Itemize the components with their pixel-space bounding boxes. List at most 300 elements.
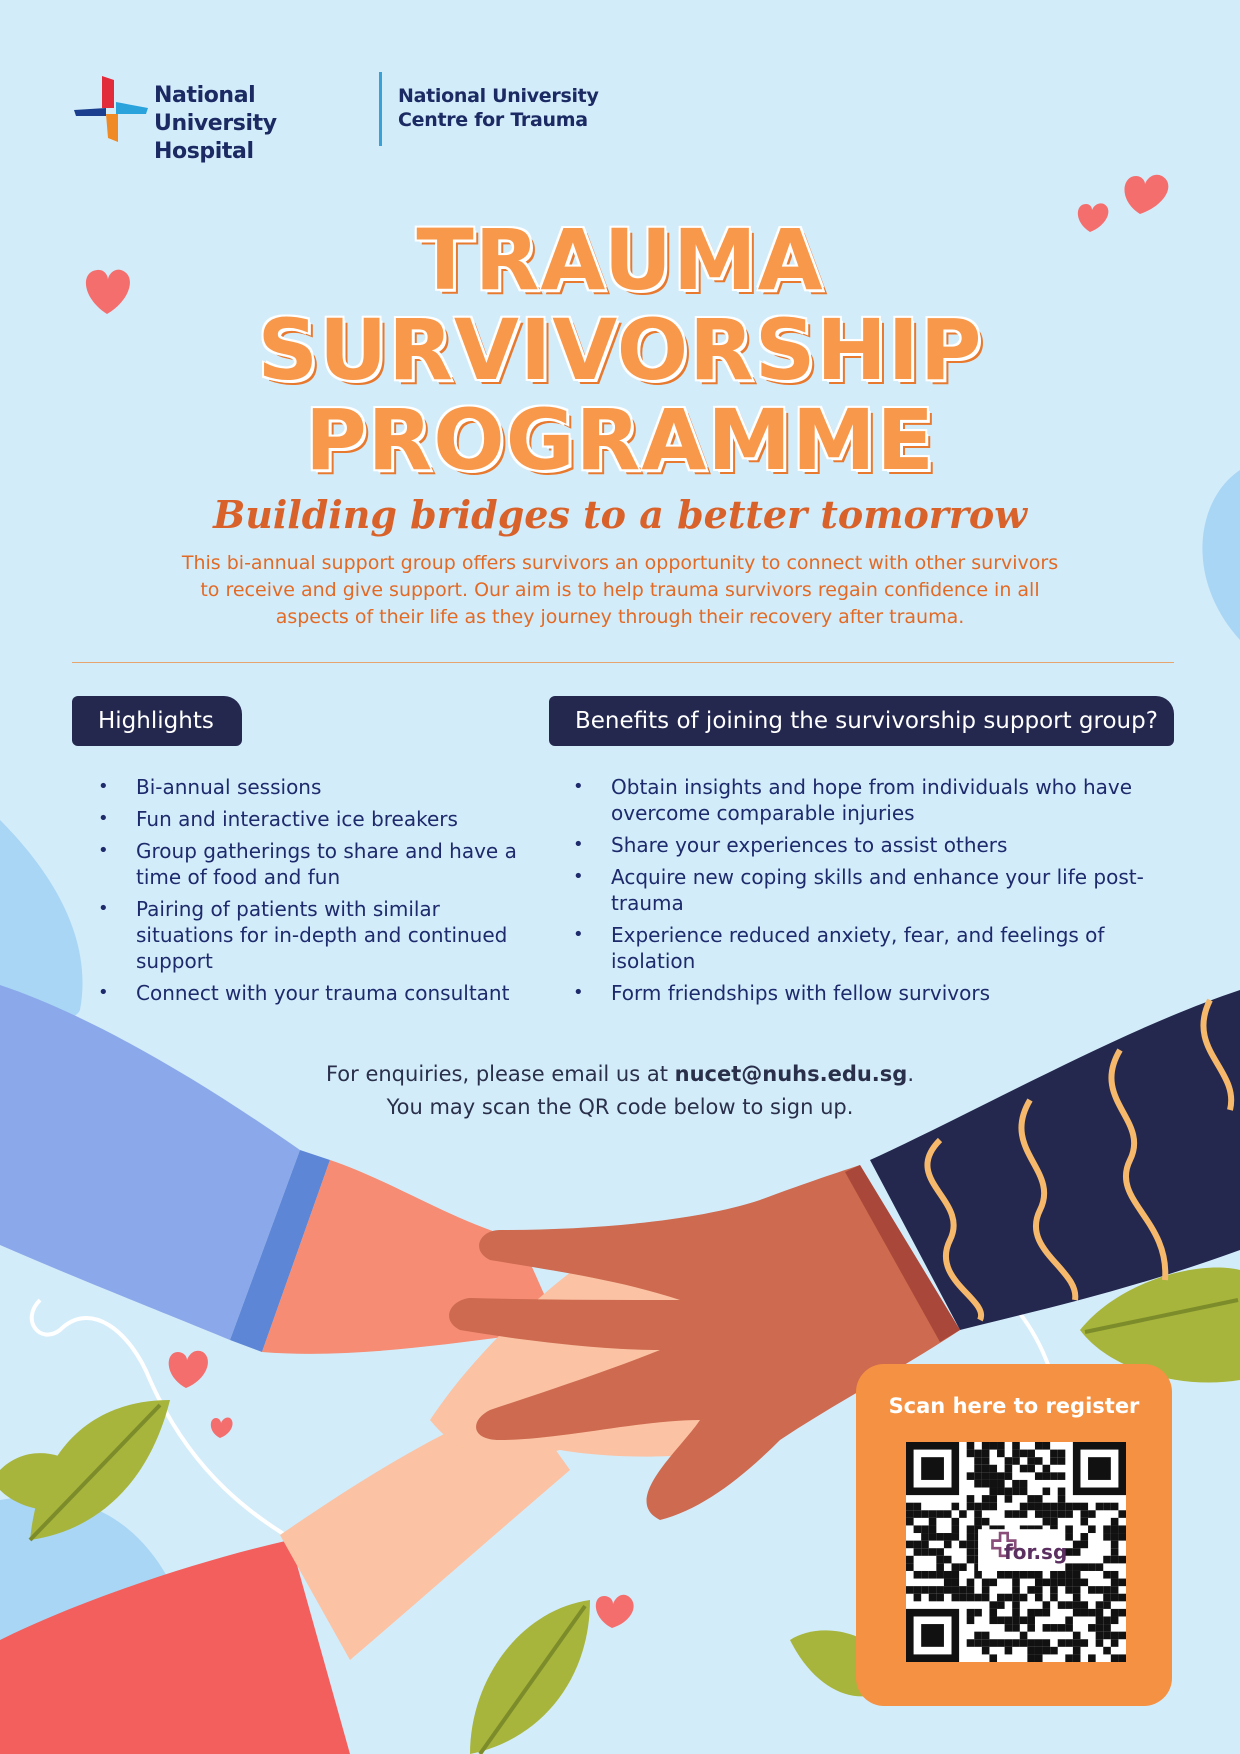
qr-module	[906, 1518, 914, 1526]
left-blob	[0, 820, 83, 1017]
list-item: • Experience reduced anxiety, fear, and feelings of isolation	[573, 922, 1173, 974]
qr-module	[982, 1503, 990, 1511]
qr-module	[967, 1594, 975, 1602]
qr-module	[1058, 1510, 1066, 1518]
qr-module	[967, 1472, 975, 1480]
qr-module	[989, 1609, 997, 1617]
qr-module	[936, 1510, 944, 1518]
qr-module	[1088, 1654, 1096, 1662]
qr-module	[1073, 1548, 1081, 1556]
qr-module	[1111, 1609, 1119, 1617]
email-link[interactable]: nucet@nuhs.edu.sg	[674, 1062, 908, 1086]
highlights-heading: Highlights	[72, 696, 242, 746]
qr-module	[1035, 1639, 1043, 1647]
qr-module	[1096, 1609, 1104, 1617]
qr-module	[1035, 1503, 1043, 1511]
qr-module	[1088, 1563, 1096, 1571]
qr-module	[1043, 1647, 1051, 1655]
qr-module	[989, 1503, 997, 1511]
qr-module	[1073, 1563, 1081, 1571]
qr-module	[1020, 1488, 1028, 1496]
qr-module	[1080, 1503, 1088, 1511]
enquiry-text	[0, 1058, 1240, 1124]
qr-module	[929, 1533, 937, 1541]
header-divider	[379, 72, 382, 146]
qr-module	[1080, 1609, 1088, 1617]
qr-module	[1096, 1632, 1104, 1640]
benefits-heading: Benefits of joining the survivorship support group?	[549, 696, 1174, 746]
qr-module	[1005, 1488, 1013, 1496]
qr-module	[982, 1632, 990, 1640]
qr-module	[959, 1594, 967, 1602]
qr-module	[974, 1480, 982, 1488]
qr-module	[1080, 1601, 1088, 1609]
qr-module	[1012, 1624, 1020, 1632]
qr-module	[1118, 1632, 1126, 1640]
qr-module	[1027, 1450, 1035, 1458]
qr-module	[1111, 1503, 1119, 1511]
qr-module	[1012, 1586, 1020, 1594]
qr-module	[1065, 1503, 1073, 1511]
qr-module	[1035, 1586, 1043, 1594]
qr-module	[921, 1571, 929, 1579]
qr-module	[982, 1647, 990, 1655]
qr-module	[997, 1472, 1005, 1480]
qr-module	[944, 1533, 952, 1541]
qr-module	[1012, 1457, 1020, 1465]
qr-module	[936, 1548, 944, 1556]
qr-module	[1073, 1579, 1081, 1587]
qr-module	[1088, 1510, 1096, 1518]
qr-module	[1103, 1624, 1111, 1632]
enquiry-line-2: You may scan the QR code below to sign up.	[386, 1095, 854, 1119]
qr-module	[974, 1457, 982, 1465]
qr-module	[921, 1525, 929, 1533]
qr-module	[1111, 1533, 1119, 1541]
qr-module	[1111, 1548, 1119, 1556]
centre-name: National University Centre for Trauma	[398, 85, 599, 131]
qr-module	[1020, 1594, 1028, 1602]
qr-module	[1035, 1579, 1043, 1587]
highlights-list	[98, 774, 538, 1012]
section-divider	[72, 662, 1174, 663]
qr-module	[967, 1450, 975, 1458]
qr-module	[1065, 1571, 1073, 1579]
qr-finder	[921, 1457, 944, 1480]
qr-module	[959, 1586, 967, 1594]
qr-module	[1103, 1533, 1111, 1541]
list-item: • Pairing of patients with similar situations for in-depth and continued support	[98, 896, 538, 974]
qr-module	[1027, 1571, 1035, 1579]
qr-module	[974, 1450, 982, 1458]
qr-module	[1080, 1563, 1088, 1571]
qr-module	[1118, 1510, 1126, 1518]
qr-module	[1096, 1616, 1104, 1624]
qr-module	[1035, 1510, 1043, 1518]
qr-module	[1027, 1457, 1035, 1465]
qr-module	[1058, 1472, 1066, 1480]
qr-module	[982, 1442, 990, 1450]
qr-module	[952, 1586, 960, 1594]
qr-module	[974, 1510, 982, 1518]
qr-module	[1012, 1480, 1020, 1488]
qr-module	[982, 1472, 990, 1480]
qr-module	[982, 1639, 990, 1647]
qr-module	[1103, 1556, 1111, 1564]
qr-module	[959, 1541, 967, 1549]
qr-module	[929, 1571, 937, 1579]
qr-module	[1050, 1624, 1058, 1632]
qr-module	[982, 1480, 990, 1488]
qr-module	[967, 1525, 975, 1533]
qr-module	[1103, 1647, 1111, 1655]
qr-finder	[921, 1624, 944, 1647]
qr-module	[914, 1586, 922, 1594]
qr-module	[1005, 1616, 1013, 1624]
tagline: Building bridges to a better tomorrow	[213, 492, 1027, 537]
qr-module	[1012, 1639, 1020, 1647]
qr-module	[989, 1601, 997, 1609]
qr-module	[929, 1548, 937, 1556]
qr-module	[1012, 1616, 1020, 1624]
qr-module	[914, 1503, 922, 1511]
qr-module	[1118, 1594, 1126, 1602]
qr-module	[1080, 1510, 1088, 1518]
qr-module	[1043, 1472, 1051, 1480]
qr-module	[1096, 1503, 1104, 1511]
qr-module	[967, 1639, 975, 1647]
qr-module	[914, 1571, 922, 1579]
qr-module	[967, 1556, 975, 1564]
qr-module	[1065, 1616, 1073, 1624]
qr-module	[1020, 1571, 1028, 1579]
qr-module	[974, 1571, 982, 1579]
qr-module	[914, 1594, 922, 1602]
qr-module	[1103, 1616, 1111, 1624]
qr-module	[906, 1510, 914, 1518]
qr-module	[1096, 1586, 1104, 1594]
qr-module	[929, 1510, 937, 1518]
qr-module	[1073, 1586, 1081, 1594]
qr-module	[1043, 1639, 1051, 1647]
intro-paragraph: This bi-annual support group offers survivors an opportunity to connect with other survivors to receive and give support. Our aim is to help trauma survivors regain confidence in all aspects of their life as they journey through their recovery after trauma.	[181, 552, 1059, 628]
qr-module	[1020, 1465, 1028, 1473]
qr-module	[1035, 1609, 1043, 1617]
list-item: • Fun and interactive ice breakers	[98, 806, 538, 832]
qr-module	[1058, 1495, 1066, 1503]
qr-module	[1065, 1563, 1073, 1571]
qr-module	[1043, 1442, 1051, 1450]
qr-module	[1050, 1571, 1058, 1579]
qr-module	[989, 1480, 997, 1488]
qr-module	[1073, 1571, 1081, 1579]
qr-module	[1103, 1586, 1111, 1594]
qr-module	[1111, 1556, 1119, 1564]
qr-module	[1103, 1571, 1111, 1579]
qr-module	[967, 1579, 975, 1587]
qr-module	[944, 1579, 952, 1587]
qr-module	[914, 1525, 922, 1533]
qr-module	[936, 1594, 944, 1602]
qr-module	[1027, 1609, 1035, 1617]
qr-module	[952, 1579, 960, 1587]
qr-module	[1088, 1609, 1096, 1617]
qr-module	[997, 1488, 1005, 1496]
qr-module	[1050, 1594, 1058, 1602]
qr-module	[1073, 1541, 1081, 1549]
qr-module	[1005, 1495, 1013, 1503]
qr-module	[959, 1563, 967, 1571]
qr-module	[1043, 1503, 1051, 1511]
qr-module	[1035, 1457, 1043, 1465]
qr-module	[1020, 1639, 1028, 1647]
qr-module	[1058, 1601, 1066, 1609]
title-line-3: PROGRAMME	[305, 391, 935, 489]
qr-module	[906, 1586, 914, 1594]
qr-module	[914, 1541, 922, 1549]
qr-module	[974, 1609, 982, 1617]
qr-module	[1005, 1639, 1013, 1647]
qr-module	[1058, 1639, 1066, 1647]
qr-module	[1073, 1609, 1081, 1617]
qr-module	[997, 1571, 1005, 1579]
qr-module	[1073, 1632, 1081, 1640]
qr-module	[936, 1563, 944, 1571]
qr-module	[989, 1616, 997, 1624]
qr-module	[1080, 1639, 1088, 1647]
qr-module	[997, 1442, 1005, 1450]
qr-brand-label: for.sg	[1004, 1540, 1068, 1564]
qr-module	[1103, 1601, 1111, 1609]
qr-module	[1058, 1503, 1066, 1511]
qr-module	[1111, 1594, 1119, 1602]
qr-module	[1065, 1586, 1073, 1594]
qr-module	[982, 1579, 990, 1587]
list-item: • Bi-annual sessions	[98, 774, 538, 800]
qr-module	[952, 1503, 960, 1511]
qr-module	[1058, 1450, 1066, 1458]
qr-module	[1058, 1624, 1066, 1632]
benefits-list	[573, 774, 1173, 1012]
list-item: • Share your experiences to assist others	[573, 832, 1173, 858]
qr-module	[967, 1503, 975, 1511]
qr-module	[1043, 1465, 1051, 1473]
qr-module	[982, 1594, 990, 1602]
qr-module	[952, 1563, 960, 1571]
qr-module	[1043, 1488, 1051, 1496]
qr-module	[1065, 1510, 1073, 1518]
qr-module	[997, 1594, 1005, 1602]
qr-module	[1027, 1624, 1035, 1632]
qr-module	[1096, 1601, 1104, 1609]
qr-module	[1111, 1639, 1119, 1647]
qr-module	[1043, 1609, 1051, 1617]
qr-module	[1096, 1563, 1104, 1571]
qr-module	[944, 1556, 952, 1564]
qr-module	[1005, 1457, 1013, 1465]
qr-module	[1027, 1495, 1035, 1503]
enquiry-line-1	[0, 1058, 1240, 1091]
qr-module	[1118, 1556, 1126, 1564]
qr-module	[906, 1556, 914, 1564]
qr-module	[1111, 1541, 1119, 1549]
enquiry-prefix: For enquiries, please email us at	[325, 1062, 675, 1086]
qr-module	[1103, 1503, 1111, 1511]
qr-module	[989, 1654, 997, 1662]
qr-module	[1050, 1647, 1058, 1655]
qr-module	[936, 1556, 944, 1564]
qr-module	[1020, 1503, 1028, 1511]
qr-module	[944, 1510, 952, 1518]
qr-module	[1012, 1609, 1020, 1617]
qr-module	[967, 1616, 975, 1624]
qr-module	[914, 1548, 922, 1556]
title-line-1: TRAUMA	[416, 211, 824, 309]
qr-module	[997, 1480, 1005, 1488]
qr-module	[1027, 1639, 1035, 1647]
qr-module	[1065, 1639, 1073, 1647]
qr-module	[1073, 1601, 1081, 1609]
qr-module	[989, 1442, 997, 1450]
qr-module	[967, 1533, 975, 1541]
qr-module	[997, 1450, 1005, 1458]
qr-module	[1043, 1601, 1051, 1609]
qr-module	[906, 1541, 914, 1549]
qr-module	[1118, 1579, 1126, 1587]
qr-module	[1043, 1579, 1051, 1587]
qr-module	[989, 1639, 997, 1647]
qr-finder	[1088, 1457, 1111, 1480]
qr-module	[1035, 1571, 1043, 1579]
qr-module	[1073, 1639, 1081, 1647]
qr-module	[952, 1518, 960, 1526]
qr-module	[1080, 1579, 1088, 1587]
qr-module	[1080, 1533, 1088, 1541]
qr-module	[906, 1503, 914, 1511]
qr-module	[1027, 1465, 1035, 1473]
qr-module	[1050, 1503, 1058, 1511]
qr-module	[929, 1525, 937, 1533]
org-name: National University Hospital	[154, 83, 277, 164]
qr-module	[1020, 1632, 1028, 1640]
qr-module	[1020, 1450, 1028, 1458]
list-item: • Group gatherings to share and have a time of food and fun	[98, 838, 538, 890]
qr-module	[1103, 1594, 1111, 1602]
qr-module	[959, 1510, 967, 1518]
qr-module	[1088, 1624, 1096, 1632]
qr-module	[1088, 1525, 1096, 1533]
qr-module	[1012, 1594, 1020, 1602]
qr-module	[1050, 1586, 1058, 1594]
qr-module	[1027, 1503, 1035, 1511]
qr-module	[1027, 1654, 1035, 1662]
qr-module	[1065, 1624, 1073, 1632]
list-item: • Acquire new coping skills and enhance your life post-trauma	[573, 864, 1173, 916]
qr-module	[1035, 1442, 1043, 1450]
qr-module	[967, 1541, 975, 1549]
qr-module	[1027, 1616, 1035, 1624]
qr-module	[944, 1541, 952, 1549]
qr-module	[1005, 1510, 1013, 1518]
qr-module	[1118, 1654, 1126, 1662]
qr-module	[1058, 1488, 1066, 1496]
qr-module	[967, 1609, 975, 1617]
qr-module	[1005, 1472, 1013, 1480]
qr-module	[1050, 1518, 1058, 1526]
qr-module	[1043, 1518, 1051, 1526]
qr-module	[929, 1594, 937, 1602]
qr-module	[1096, 1624, 1104, 1632]
qr-module	[1111, 1579, 1119, 1587]
hospital-logo-icon	[72, 74, 150, 144]
qr-module	[1080, 1518, 1088, 1526]
qr-module	[944, 1586, 952, 1594]
qr-module	[1027, 1586, 1035, 1594]
qr-module	[1118, 1525, 1126, 1533]
qr-module	[1043, 1510, 1051, 1518]
qr-module	[1096, 1639, 1104, 1647]
qr-module	[1043, 1624, 1051, 1632]
qr-module	[1035, 1495, 1043, 1503]
qr-module	[1111, 1525, 1119, 1533]
qr-module	[1073, 1647, 1081, 1655]
qr-module	[936, 1571, 944, 1579]
qr-module	[982, 1450, 990, 1458]
qr-module	[1103, 1525, 1111, 1533]
qr-module	[1058, 1579, 1066, 1587]
qr-module	[974, 1632, 982, 1640]
qr-module	[1005, 1594, 1013, 1602]
qr-module	[1111, 1571, 1119, 1579]
qr-module	[1058, 1457, 1066, 1465]
qr-module	[929, 1518, 937, 1526]
qr-module	[997, 1639, 1005, 1647]
qr-module	[1005, 1647, 1013, 1655]
qr-module	[944, 1571, 952, 1579]
qr-module	[1065, 1525, 1073, 1533]
qr-module	[997, 1601, 1005, 1609]
qr-module	[1050, 1457, 1058, 1465]
qr-module	[936, 1586, 944, 1594]
title-line-2: SURVIVORSHIP	[257, 301, 983, 399]
qr-module	[1073, 1654, 1081, 1662]
qr-module	[921, 1541, 929, 1549]
qr-module	[974, 1465, 982, 1473]
qr-module	[921, 1548, 929, 1556]
enquiry-suffix: .	[907, 1062, 915, 1086]
qr-module	[1005, 1571, 1013, 1579]
qr-module	[997, 1616, 1005, 1624]
qr-module	[952, 1525, 960, 1533]
qr-module	[1073, 1503, 1081, 1511]
qr-module	[982, 1518, 990, 1526]
qr-module	[1065, 1601, 1073, 1609]
qr-module	[1050, 1472, 1058, 1480]
qr-module	[1012, 1579, 1020, 1587]
qr-module	[1005, 1624, 1013, 1632]
qr-module	[1035, 1472, 1043, 1480]
qr-module	[974, 1503, 982, 1511]
qr-module	[1012, 1450, 1020, 1458]
qr-module	[1020, 1480, 1028, 1488]
qr-module	[989, 1495, 997, 1503]
qr-module	[1035, 1654, 1043, 1662]
qr-module	[1012, 1510, 1020, 1518]
qr-module	[1073, 1594, 1081, 1602]
qr-module	[952, 1533, 960, 1541]
qr-module	[1103, 1632, 1111, 1640]
qr-module	[929, 1586, 937, 1594]
